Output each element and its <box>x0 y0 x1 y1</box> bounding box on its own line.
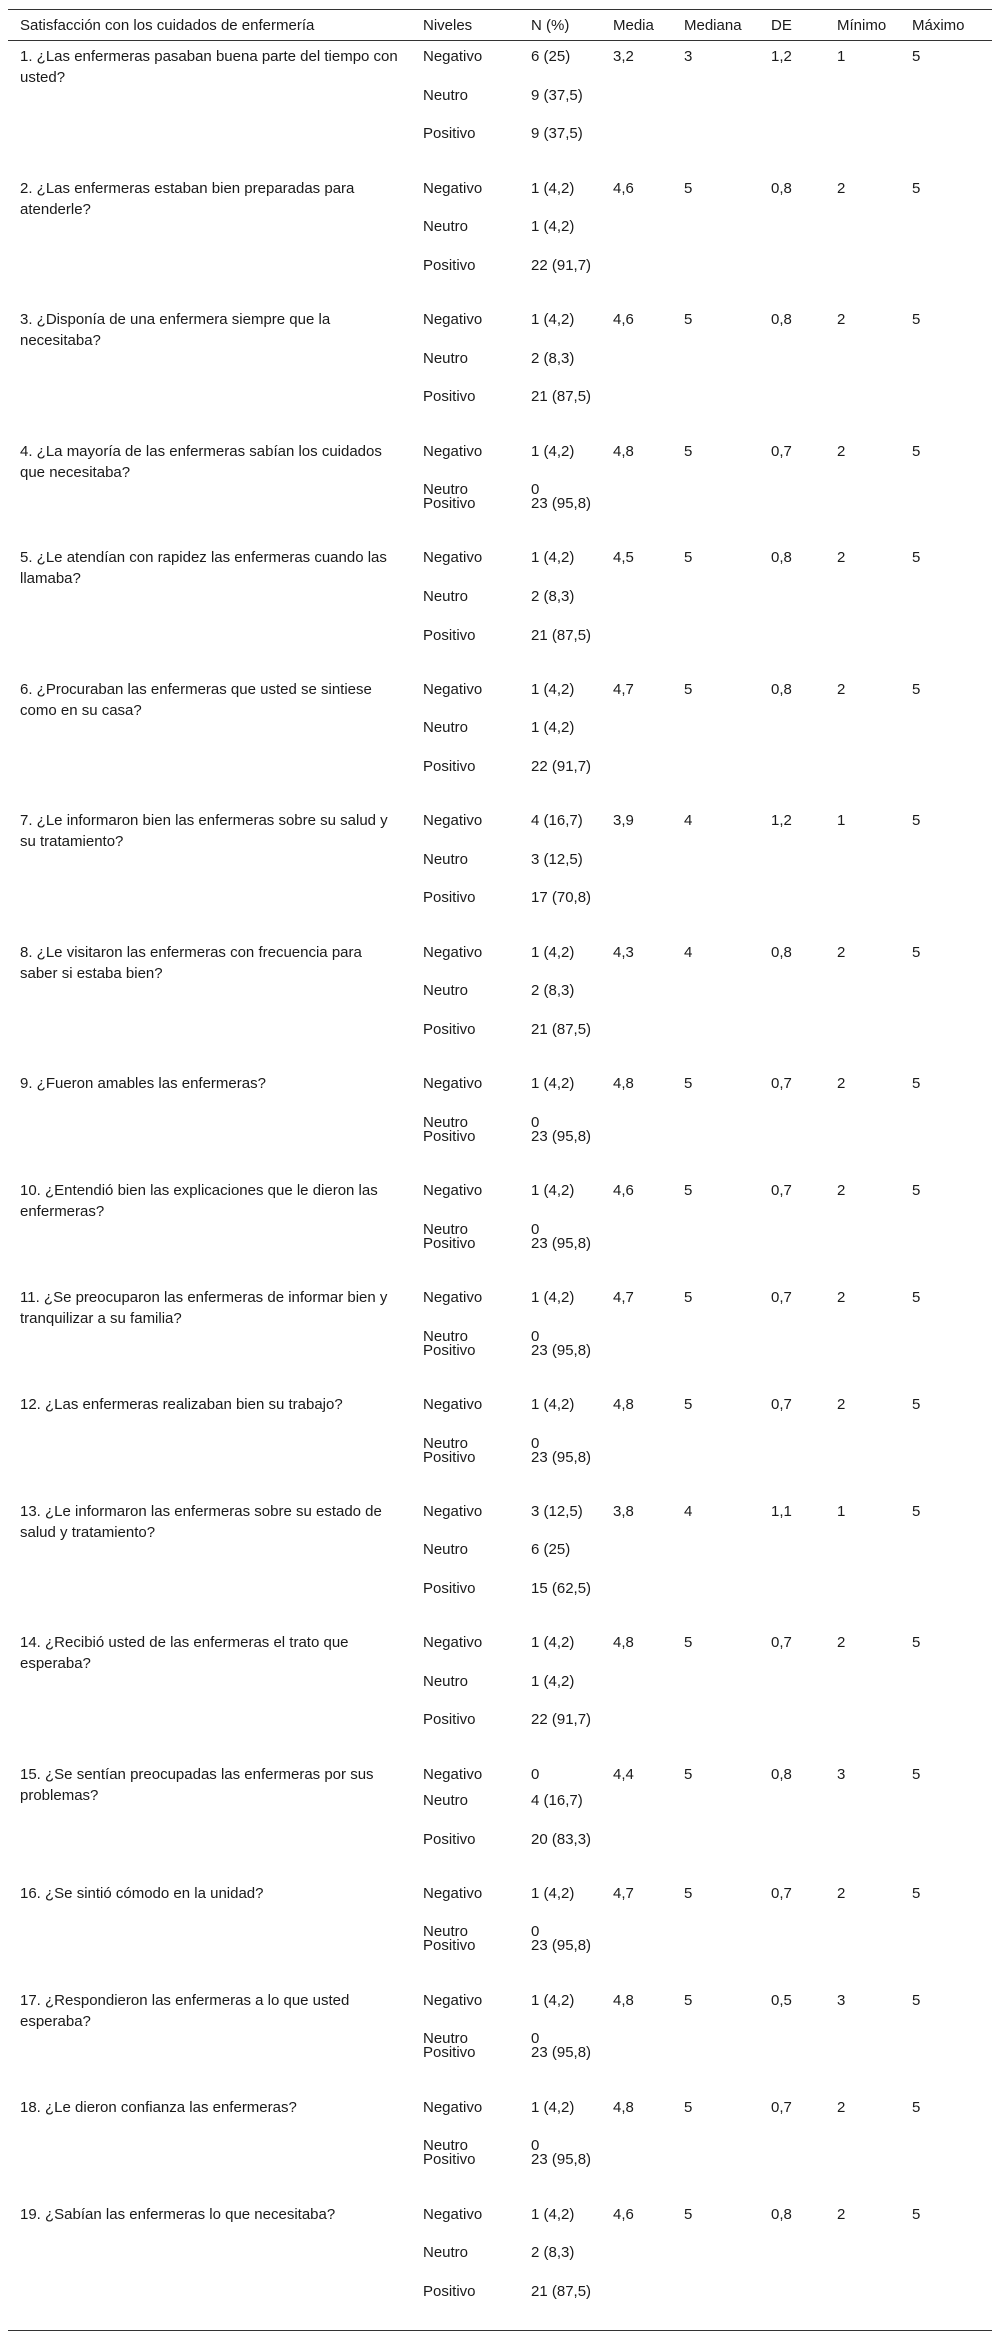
level-label: Neutro <box>423 719 469 737</box>
level-label: Negativo <box>423 943 483 961</box>
table-row <box>8 1758 992 1877</box>
min-value: 2 <box>837 179 846 197</box>
question-text: 14. ¿Recibió usted de las enfermeras el trato que esperaba? <box>20 1634 349 1673</box>
level-label: Negativo <box>423 179 483 197</box>
level-label: Positivo <box>423 256 476 274</box>
median-value: 3 <box>684 48 693 66</box>
table-row <box>8 1282 992 1389</box>
question-text: 13. ¿Le informaron las enfermeras sobre su estado de salud y tratamiento? <box>20 1502 382 1541</box>
level-count: 0 <box>531 1765 540 1783</box>
level-count: 2 (8,3) <box>531 982 575 1000</box>
question-text: 4. ¿La mayoría de las enfermeras sabían los cuidados que necesitaba? <box>20 442 382 481</box>
median-value: 5 <box>684 1075 693 1093</box>
max-value: 5 <box>912 1075 921 1093</box>
min-value: 2 <box>837 311 846 329</box>
level-label: Negativo <box>423 311 483 329</box>
level-label: Negativo <box>423 1075 483 1093</box>
level-count: 1 (4,2) <box>531 1991 575 2009</box>
max-value: 5 <box>912 549 921 567</box>
header-mean: Media <box>613 17 654 34</box>
sd-value: 0,7 <box>771 1289 792 1307</box>
max-value: 5 <box>912 2098 921 2116</box>
level-label: Negativo <box>423 442 483 460</box>
level-label: Neutro <box>423 1113 469 1131</box>
level-count: 22 (91,7) <box>531 256 592 274</box>
question-text: 1. ¿Las enfermeras pasaban buena parte del tiempo con usted? <box>20 48 398 87</box>
level-count: 1 (4,2) <box>531 1395 575 1413</box>
max-value: 5 <box>912 1634 921 1652</box>
median-value: 5 <box>684 549 693 567</box>
level-label: Positivo <box>423 758 476 776</box>
table-row <box>8 1627 992 1758</box>
max-value: 5 <box>912 1289 921 1307</box>
level-count: 1 (4,2) <box>531 1634 575 1652</box>
level-count: 0 <box>531 2137 540 2155</box>
level-count: 21 (87,5) <box>531 388 592 406</box>
level-label: Positivo <box>423 1711 476 1729</box>
question-text: 2. ¿Las enfermeras estaban bien preparadas para atenderle? <box>20 179 355 218</box>
level-count: 1 (4,2) <box>531 1289 575 1307</box>
max-value: 5 <box>912 1395 921 1413</box>
min-value: 3 <box>837 1991 846 2009</box>
sd-value: 0,7 <box>771 1884 792 1902</box>
level-label: Negativo <box>423 1182 483 1200</box>
table-row <box>8 805 992 936</box>
min-value: 2 <box>837 1884 846 1902</box>
level-count: 1 (4,2) <box>531 719 575 737</box>
level-count: 1 (4,2) <box>531 1672 575 1690</box>
table-row <box>8 304 992 435</box>
min-value: 2 <box>837 1075 846 1093</box>
max-value: 5 <box>912 179 921 197</box>
level-count: 4 (16,7) <box>531 812 583 830</box>
median-value: 5 <box>684 2098 693 2116</box>
min-value: 2 <box>837 1289 846 1307</box>
level-label: Positivo <box>423 1020 476 1038</box>
sd-value: 0,5 <box>771 1991 792 2009</box>
level-label: Positivo <box>423 1127 476 1145</box>
level-count: 1 (4,2) <box>531 1884 575 1902</box>
table-row <box>8 172 992 303</box>
question-text: 11. ¿Se preocuparon las enfermeras de informar bien y tranquilizar a su familia? <box>20 1289 388 1328</box>
max-value: 5 <box>912 1765 921 1783</box>
level-label: Neutro <box>423 2244 469 2262</box>
median-value: 5 <box>684 1991 693 2009</box>
max-value: 5 <box>912 48 921 66</box>
median-value: 5 <box>684 1182 693 1200</box>
question-text: 17. ¿Respondieron las enfermeras a lo que usted esperaba? <box>20 1991 350 2030</box>
level-count: 1 (4,2) <box>531 1182 575 1200</box>
table-row <box>8 1389 992 1496</box>
max-value: 5 <box>912 311 921 329</box>
question-text: 12. ¿Las enfermeras realizaban bien su trabajo? <box>20 1395 343 1413</box>
min-value: 2 <box>837 1182 846 1200</box>
median-value: 5 <box>684 680 693 698</box>
level-count: 0 <box>531 481 540 499</box>
question-text: 8. ¿Le visitaron las enfermeras con frecuencia para saber si estaba bien? <box>20 943 362 982</box>
sd-value: 0,8 <box>771 311 792 329</box>
table-header <box>8 10 992 41</box>
question-text: 7. ¿Le informaron bien las enfermeras sobre su salud y su tratamiento? <box>20 812 388 851</box>
table-row <box>8 1068 992 1175</box>
median-value: 5 <box>684 1395 693 1413</box>
level-count: 23 (95,8) <box>531 495 592 513</box>
sd-value: 0,8 <box>771 680 792 698</box>
level-count: 1 (4,2) <box>531 2205 575 2223</box>
satisfaction-table <box>8 9 992 2331</box>
level-label: Neutro <box>423 349 469 367</box>
level-label: Neutro <box>423 1434 469 1452</box>
mean-value: 4,4 <box>613 1765 634 1783</box>
level-label: Positivo <box>423 1579 476 1597</box>
level-count: 17 (70,8) <box>531 889 592 907</box>
sd-value: 1,2 <box>771 812 792 830</box>
level-count: 3 (12,5) <box>531 850 583 868</box>
level-count: 21 (87,5) <box>531 2282 592 2300</box>
sd-value: 0,7 <box>771 1395 792 1413</box>
question-text: 18. ¿Le dieron confianza las enfermeras? <box>20 2098 297 2116</box>
mean-value: 4,6 <box>613 2205 634 2223</box>
level-count: 23 (95,8) <box>531 1937 592 1955</box>
question-text: 6. ¿Procuraban las enfermeras que usted se sintiese como en su casa? <box>20 680 372 719</box>
level-count: 21 (87,5) <box>531 626 592 644</box>
level-count: 0 <box>531 1220 540 1238</box>
level-count: 2 (8,3) <box>531 588 575 606</box>
mean-value: 4,8 <box>613 2098 634 2116</box>
question-text: 19. ¿Sabían las enfermeras lo que necesitaba? <box>20 2205 336 2223</box>
level-count: 22 (91,7) <box>531 1711 592 1729</box>
level-count: 0 <box>531 1327 540 1345</box>
level-label: Neutro <box>423 2030 469 2048</box>
mean-value: 4,7 <box>613 1884 634 1902</box>
level-label: Neutro <box>423 850 469 868</box>
min-value: 2 <box>837 680 846 698</box>
min-value: 1 <box>837 812 846 830</box>
level-label: Positivo <box>423 1234 476 1252</box>
level-count: 6 (25) <box>531 48 571 66</box>
median-value: 5 <box>684 179 693 197</box>
sd-value: 0,8 <box>771 549 792 567</box>
mean-value: 3,9 <box>613 812 634 830</box>
level-label: Neutro <box>423 1220 469 1238</box>
level-label: Neutro <box>423 218 469 236</box>
question-text: 3. ¿Disponía de una enfermera siempre que la necesitaba? <box>20 311 331 350</box>
level-label: Positivo <box>423 2044 476 2062</box>
mean-value: 4,6 <box>613 1182 634 1200</box>
level-count: 23 (95,8) <box>531 1341 592 1359</box>
table-row <box>8 2198 992 2330</box>
table-row <box>8 542 992 673</box>
median-value: 5 <box>684 1289 693 1307</box>
min-value: 1 <box>837 1502 846 1520</box>
median-value: 5 <box>684 1634 693 1652</box>
min-value: 2 <box>837 2205 846 2223</box>
sd-value: 0,7 <box>771 1634 792 1652</box>
max-value: 5 <box>912 1502 921 1520</box>
level-count: 1 (4,2) <box>531 179 575 197</box>
question-text: 16. ¿Se sintió cómodo en la unidad? <box>20 1884 264 1902</box>
max-value: 5 <box>912 680 921 698</box>
max-value: 5 <box>912 812 921 830</box>
level-count: 2 (8,3) <box>531 2244 575 2262</box>
table-row <box>8 2091 992 2198</box>
mean-value: 3,2 <box>613 48 634 66</box>
level-count: 20 (83,3) <box>531 1830 592 1848</box>
level-label: Negativo <box>423 2205 483 2223</box>
header-min: Mínimo <box>837 17 887 34</box>
level-count: 1 (4,2) <box>531 1075 575 1093</box>
level-label: Positivo <box>423 626 476 644</box>
level-count: 0 <box>531 2030 540 2048</box>
max-value: 5 <box>912 943 921 961</box>
question-text: 15. ¿Se sentían preocupadas las enfermeras por sus problemas? <box>20 1765 374 1804</box>
mean-value: 4,3 <box>613 943 634 961</box>
level-label: Neutro <box>423 86 469 104</box>
level-label: Positivo <box>423 2282 476 2300</box>
level-label: Neutro <box>423 1923 469 1941</box>
level-label: Negativo <box>423 1634 483 1652</box>
sd-value: 0,8 <box>771 943 792 961</box>
level-count: 2 (8,3) <box>531 349 575 367</box>
mean-value: 4,5 <box>613 549 634 567</box>
min-value: 2 <box>837 1634 846 1652</box>
median-value: 5 <box>684 1884 693 1902</box>
level-label: Positivo <box>423 1937 476 1955</box>
level-count: 23 (95,8) <box>531 1234 592 1252</box>
level-count: 1 (4,2) <box>531 2098 575 2116</box>
level-count: 1 (4,2) <box>531 442 575 460</box>
header-n: N (%) <box>531 17 570 34</box>
table-row <box>8 1175 992 1282</box>
level-count: 23 (95,8) <box>531 1448 592 1466</box>
sd-value: 0,8 <box>771 1765 792 1783</box>
table-row <box>8 435 992 542</box>
level-label: Neutro <box>423 1792 469 1810</box>
level-label: Positivo <box>423 1448 476 1466</box>
max-value: 5 <box>912 2205 921 2223</box>
mean-value: 4,7 <box>613 1289 634 1307</box>
level-label: Negativo <box>423 1502 483 1520</box>
level-label: Negativo <box>423 2098 483 2116</box>
level-count: 21 (87,5) <box>531 1020 592 1038</box>
max-value: 5 <box>912 1991 921 2009</box>
mean-value: 4,7 <box>613 680 634 698</box>
question-text: 5. ¿Le atendían con rapidez las enfermeras cuando las llamaba? <box>20 549 387 588</box>
min-value: 2 <box>837 943 846 961</box>
min-value: 2 <box>837 2098 846 2116</box>
sd-value: 0,7 <box>771 442 792 460</box>
level-count: 4 (16,7) <box>531 1792 583 1810</box>
mean-value: 4,8 <box>613 1634 634 1652</box>
level-count: 3 (12,5) <box>531 1502 583 1520</box>
question-text: 10. ¿Entendió bien las explicaciones que le dieron las enfermeras? <box>20 1182 378 1221</box>
median-value: 4 <box>684 812 693 830</box>
median-value: 5 <box>684 311 693 329</box>
sd-value: 1,2 <box>771 48 792 66</box>
level-label: Positivo <box>423 388 476 406</box>
mean-value: 4,6 <box>613 179 634 197</box>
level-label: Neutro <box>423 481 469 499</box>
level-count: 1 (4,2) <box>531 943 575 961</box>
level-count: 9 (37,5) <box>531 86 583 104</box>
level-count: 1 (4,2) <box>531 549 575 567</box>
level-count: 15 (62,5) <box>531 1579 592 1597</box>
header-sd: DE <box>771 17 792 34</box>
sd-value: 1,1 <box>771 1502 792 1520</box>
level-count: 1 (4,2) <box>531 311 575 329</box>
question-text: 9. ¿Fueron amables las enfermeras? <box>20 1075 266 1093</box>
median-value: 4 <box>684 943 693 961</box>
table-body <box>8 41 992 2331</box>
mean-value: 4,6 <box>613 311 634 329</box>
mean-value: 4,8 <box>613 1075 634 1093</box>
mean-value: 3,8 <box>613 1502 634 1520</box>
level-label: Negativo <box>423 1765 483 1783</box>
level-label: Negativo <box>423 48 483 66</box>
level-label: Neutro <box>423 1327 469 1345</box>
level-label: Positivo <box>423 1341 476 1359</box>
median-value: 4 <box>684 1502 693 1520</box>
level-label: Positivo <box>423 125 476 143</box>
max-value: 5 <box>912 1884 921 1902</box>
level-label: Negativo <box>423 1884 483 1902</box>
level-label: Neutro <box>423 1541 469 1559</box>
level-label: Negativo <box>423 680 483 698</box>
level-count: 6 (25) <box>531 1541 571 1559</box>
level-label: Negativo <box>423 1395 483 1413</box>
min-value: 2 <box>837 1395 846 1413</box>
level-label: Positivo <box>423 495 476 513</box>
level-count: 1 (4,2) <box>531 218 575 236</box>
table-row <box>8 1496 992 1627</box>
min-value: 2 <box>837 549 846 567</box>
median-value: 5 <box>684 2205 693 2223</box>
level-count: 23 (95,8) <box>531 2151 592 2169</box>
header-level: Niveles <box>423 17 473 34</box>
level-label: Positivo <box>423 889 476 907</box>
table-row <box>8 1878 992 1985</box>
level-count: 23 (95,8) <box>531 2044 592 2062</box>
max-value: 5 <box>912 442 921 460</box>
min-value: 1 <box>837 48 846 66</box>
mean-value: 4,8 <box>613 1991 634 2009</box>
table-row <box>8 1985 992 2092</box>
level-count: 22 (91,7) <box>531 758 592 776</box>
header-item: Satisfacción con los cuidados de enfermería <box>20 17 315 34</box>
level-label: Neutro <box>423 588 469 606</box>
level-count: 9 (37,5) <box>531 125 583 143</box>
level-count: 23 (95,8) <box>531 1127 592 1145</box>
level-label: Negativo <box>423 1289 483 1307</box>
sd-value: 0,7 <box>771 2098 792 2116</box>
level-label: Neutro <box>423 982 469 1000</box>
table-row <box>8 41 992 172</box>
level-label: Negativo <box>423 549 483 567</box>
min-value: 2 <box>837 442 846 460</box>
level-count: 0 <box>531 1434 540 1452</box>
level-count: 1 (4,2) <box>531 680 575 698</box>
mean-value: 4,8 <box>613 1395 634 1413</box>
level-label: Positivo <box>423 1830 476 1848</box>
median-value: 5 <box>684 442 693 460</box>
level-label: Negativo <box>423 812 483 830</box>
level-label: Negativo <box>423 1991 483 2009</box>
mean-value: 4,8 <box>613 442 634 460</box>
sd-value: 0,7 <box>771 1182 792 1200</box>
header-max: Máximo <box>912 17 965 34</box>
sd-value: 0,7 <box>771 1075 792 1093</box>
table-row <box>8 674 992 805</box>
sd-value: 0,8 <box>771 179 792 197</box>
min-value: 3 <box>837 1765 846 1783</box>
level-label: Neutro <box>423 1672 469 1690</box>
level-count: 0 <box>531 1923 540 1941</box>
header-median: Mediana <box>684 17 742 34</box>
level-count: 0 <box>531 1113 540 1131</box>
level-label: Neutro <box>423 2137 469 2155</box>
table-row <box>8 937 992 1068</box>
level-label: Positivo <box>423 2151 476 2169</box>
max-value: 5 <box>912 1182 921 1200</box>
sd-value: 0,8 <box>771 2205 792 2223</box>
median-value: 5 <box>684 1765 693 1783</box>
